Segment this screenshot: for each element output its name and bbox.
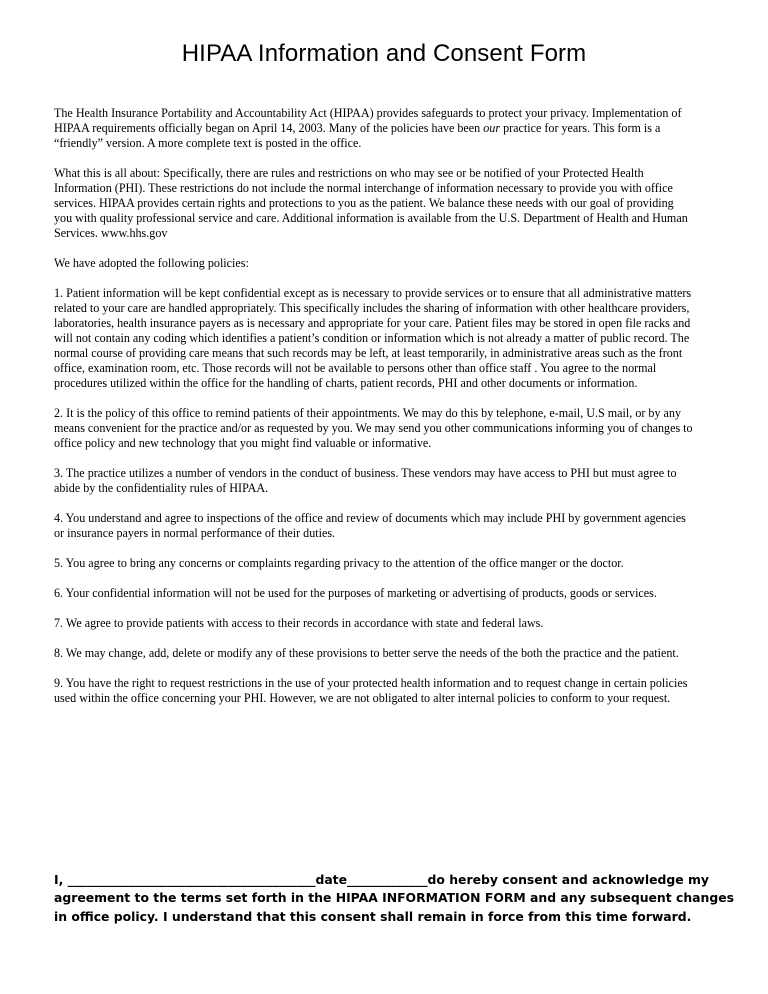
intro-text-start: The Health Insurance Portability and Accountability Act (HIPAA) provides safeguards to protect your privacy. Implementation of HIPAA requirements officially began on April 14, 2003. Many of the policies have been [54,106,682,135]
policy-item: 7. We agree to provide patients with access to their records in accordance with state and federal laws. [54,616,544,630]
form-title: HIPAA Information and Consent Form [181,40,587,67]
policy-item: 9. You have the right to request restrictions in the use of your protected health information and to request change in certain policies used within the office concerning your PHI. However, we are not obligated to alter internal policies to conform to your request. [54,676,688,705]
policy-item: 8. We may change, add, delete or modify any of these provisions to better serve the needs of the both the practice and the patient. [54,646,679,660]
policy-item: 5. You agree to bring any concerns or complaints regarding privacy to the attention of the office manger or the doctor. [54,556,624,570]
intro-emphasis: our [483,121,501,135]
what-about-paragraph: What this is all about: Specifically, there are rules and restrictions on who may see or be notified of your Protected Health Information (PHI). These restrictions do not include the normal interchange of information necessary to provide you with office services. HIPAA provides certain rights and protections to you as the patient. We balance these needs with our goal of providing you with quality professional service and care. Additional information is available from the U.S. Department of Health and Human Services. www.hhs.gov [54,166,688,240]
policies-intro: We have adopted the following policies: [54,256,249,270]
intro-text-end: practice for years. This form is a “friendly” version. A more complete text is posted in the office. [54,121,661,150]
policy-item: 4. You understand and agree to inspections of the office and review of documents which may include PHI by government agencies or insurance payers in normal performance of their duties. [54,511,686,540]
policy-item: 6. Your confidential information will not be used for the purposes of marketing or advertising of products, goods or services. [54,586,657,600]
policy-item: 2. It is the policy of this office to remind patients of their appointments. We may do this by telephone, e-mail, U.S mail, or by any means convenient for the practice and/or as requested by you. We may send you other communications informing you of changes to office policy and new technology that you might find valuable or informative. [54,406,693,450]
form-body [54,106,694,721]
consent-statement: I, ________________________________________date_____________do hereby consent and acknowledge my agreement to the terms set forth in the HIPAA INFORMATION FORM and any subsequent changes in office policy. I understand that this consent shall remain in force from this time forward. [54,872,734,924]
policy-item: 3. The practice utilizes a number of vendors in the conduct of business. These vendors may have access to PHI but must agree to abide by the confidentiality rules of HIPAA. [54,466,677,495]
intro-paragraph [54,106,694,151]
policy-item: 1. Patient information will be kept confidential except as is necessary to provide services or to ensure that all administrative matters related to your care are handled appropriately. This specifically includes the sharing of information with other healthcare providers, laboratories, health insurance payers as is necessary and appropriate for your care. Patient files may be stored in open file racks and will not contain any coding which identifies a patient’s condition or information which is not already a matter of public record. The normal course of providing care means that such records may be left, at least temporarily, in administrative areas such as the front office, examination room, etc. Those records will not be available to persons other than office staff . You agree to the normal procedures utilized within the office for the handling of charts, patient records, PHI and other documents or information. [54,286,692,390]
